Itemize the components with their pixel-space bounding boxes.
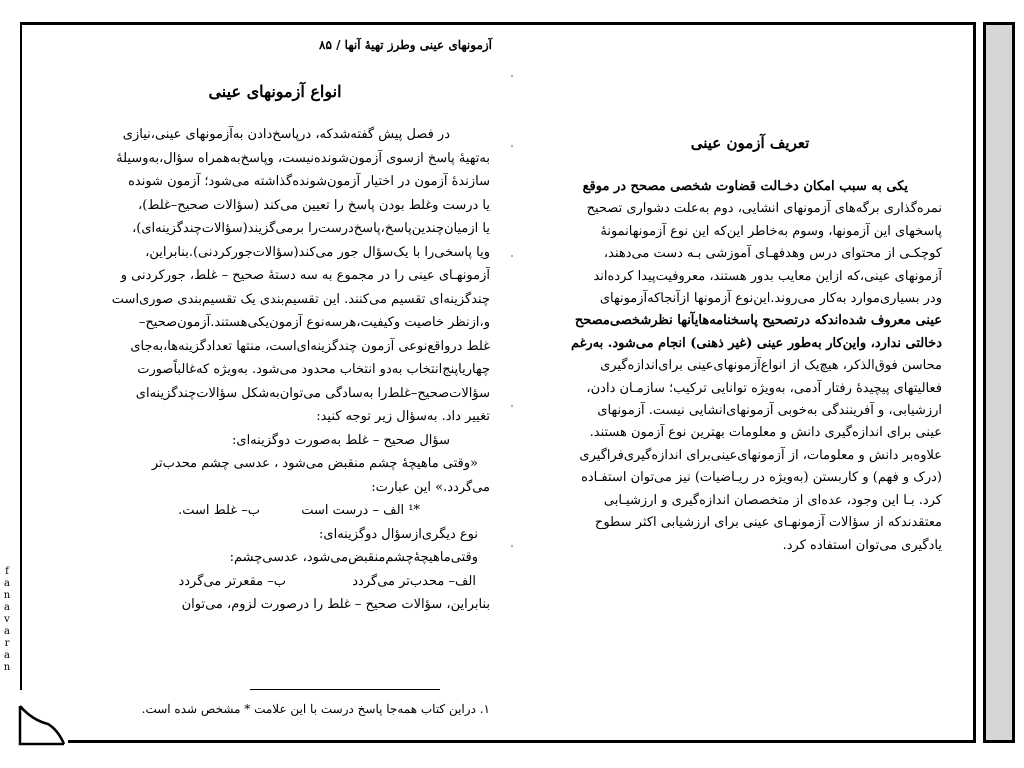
paragraph-line: فعالیتهای پیچیدهٔ رفتار آدمی، به‌ویژه توانایی ترکیب؛ سازمـان دادن، <box>586 380 942 396</box>
paragraph-line: عینی برای اندازه‌گیری دانش و معلومات بهترین نوع آزمون هستند. <box>589 425 942 441</box>
paragraph-line: چندگزینه‌ای تقسیم می‌کنند. این تقسیم‌بندی یک تقسیم‌بندی صوری‌است <box>111 291 490 307</box>
paragraph-line: یا ازمیان‌چندین‌پاسخ،پاسخ‌درست‌را برمی‌گزیند(سؤالات‌چندگزینه‌ای)، <box>132 221 490 236</box>
paragraph-line: سؤالات‌صحیح–غلط‌را به‌سادگی می‌توان‌به‌شکل سؤالات‌چندگزینه‌ای <box>135 385 490 401</box>
left-page-title: انواع آزمونهای عینی <box>208 82 342 101</box>
paragraph-line: آزمونهـای عینی را در مجموع به سه دستهٔ صحیح – غلط، جورکردنی و <box>120 268 490 283</box>
paragraph-line: عینی معروف شده‌اندکه درتصحیح پاسخنامه‌هایآنها نظرشخصی‌مصحح <box>574 313 942 329</box>
example1-question-cont: می‌گردد.» این عبارت: <box>371 479 490 495</box>
right-page-body <box>568 176 942 557</box>
book-spine <box>983 22 1015 743</box>
example1-option-a: *¹ الف – درست است <box>301 503 420 518</box>
footnote: ۱. دراین کتاب همه‌جا پاسخ درست با این علامت * مشخص شده است. <box>141 702 490 716</box>
paragraph-line: ویا پاسخی‌را با یک‌سؤال جور می‌کند(سؤالات‌جورکردنی).بنابراین، <box>145 244 490 260</box>
paragraph-line: تغییر داد. به‌سؤال زیر توجه کنید: <box>316 409 490 424</box>
paragraph-line: کرد. بـا این وجود، عده‌ای از متخصصان اندازه‌گیری و ارزشیـابی <box>603 492 942 508</box>
example1-question: «وقتی ماهیچهٔ چشم منقبض می‌شود ، عدسی چشم محدب‌تر <box>151 456 478 471</box>
paragraph-line: در فصل پیش گفته‌شدکه، درپاسخ‌دادن به‌آزمونهای عینی،نیازی <box>122 127 450 142</box>
footnote-divider <box>250 689 440 690</box>
paragraph-line: (درک و فهم) و کاربستن (به‌ویژه در ریـاضیات) نیز می‌توان استفـاده <box>581 470 942 486</box>
paragraph-line: آزمونهای عینی،که ازاین معایب بدور هستند، معروفیت‌پیدا کرده‌اند <box>593 268 942 284</box>
paragraph-line: علاوه‌بر دانش و معلومات، از آزمونهای‌عینی‌برای اندازه‌گیری‌فراگیری <box>579 447 942 463</box>
paragraph-line: و،ازنظر خاصیت وکیفیت،هرسه‌نوع آزمون‌یکی‌هستند.آزمون‌صحیح– <box>138 315 490 330</box>
example2-option-b: ب– مقعرتر می‌گردد <box>178 573 286 589</box>
paragraph-line: محاسن فوق‌الذکر، هیچ‌یک از انواع‌آزمونهای‌عینی برای‌اندازه‌گیری <box>600 358 942 374</box>
paragraph-line: سازندهٔ آزمون در اختیار آزمون‌شونده‌گذاشته می‌شود؛ آزمون شونده <box>128 174 490 189</box>
example2-option-a: الف– محدب‌تر می‌گردد <box>352 573 476 589</box>
example2-options <box>60 570 490 594</box>
side-watermark: f a n a v a r a n <box>3 566 11 673</box>
example1-option-b: ب– غلط است. <box>178 503 260 518</box>
example1-options <box>60 499 490 523</box>
paragraph-line: به‌تهیهٔ پاسخ ازسوی آزمون‌شونده‌نیست، وپاسخ‌به‌همراه سؤال،به‌وسیلهٔ <box>116 150 490 166</box>
right-page-title: تعریف آزمون عینی <box>690 134 810 152</box>
paragraph-line: پاسخهای این آزمونها، وسوم به‌خاطر این‌که این نوع آزمونهانمونهٔ <box>600 223 942 239</box>
example1-label: سؤال صحیح – غلط به‌صورت دوگزینه‌ای: <box>232 432 450 448</box>
closing-line: بنابراین، سؤالات صحیح – غلط را درصورت لزوم، می‌توان <box>181 597 490 612</box>
example2-question: وقتی‌ماهیچهٔ‌چشم‌منقبض‌می‌شود، عدسی‌چشم: <box>229 550 478 565</box>
page-curl-corner <box>18 690 68 746</box>
page-curl-icon <box>18 690 68 746</box>
paragraph-line: یادگیری می‌توان استفاده کرد. <box>782 537 942 553</box>
example2-label: نوع دیگری‌ازسؤال دوگزینه‌ای: <box>319 526 478 542</box>
paragraph-line: غلط درواقع‌نوعی آزمون چندگزینه‌ای‌است، منتها تعدادگزینه‌ها،به‌جای <box>130 338 490 354</box>
paragraph-line: یکی به سبب امکان دخـالت قضاوت شخصی مصحح در موقع <box>582 179 908 194</box>
paragraph-line: معتقدندکه از سؤالات آزمونهـای عینی برای ارزشیابی اکثر سطوح <box>594 515 942 531</box>
paragraph-line: چهاریاپنج‌انتخاب به‌دو انتخاب محدود می‌شود. به‌ویژه که‌غالباً‌صورت <box>137 362 490 377</box>
paragraph-line: دخالتی ندارد، واین‌کار به‌طور عینی (غیر ذهنی) انجام می‌شود. به‌رغم <box>570 335 942 351</box>
page-gutter <box>511 75 513 635</box>
paragraph-line: نمره‌گذاری برگه‌های آزمونهای انشایی، دوم به‌علت دشواری تصحیح <box>586 201 942 217</box>
paragraph-line: ارزشیابی، و آفرینندگی به‌خوبی آزمونهای‌انشایی نیست. آزمونهای <box>597 403 942 419</box>
paragraph-line: یا درست وغلط بودن پاسخ را تعیین می‌کند (سؤالات صحیح–غلط)، <box>138 197 490 213</box>
paragraph-line: ودر بسیاری‌موارد به‌کار می‌روند.این‌نوع آزمونها ازآنجاکه‌آزمونهای <box>599 291 942 307</box>
running-head: آزمونهای عینی وطرز تهیهٔ آنها / ۸۵ <box>319 38 492 52</box>
paragraph-line: کوچکـی از محتوای درس وهدفهـای آموزشی بـه دست می‌دهند، <box>603 246 942 262</box>
left-page-body <box>60 123 490 617</box>
